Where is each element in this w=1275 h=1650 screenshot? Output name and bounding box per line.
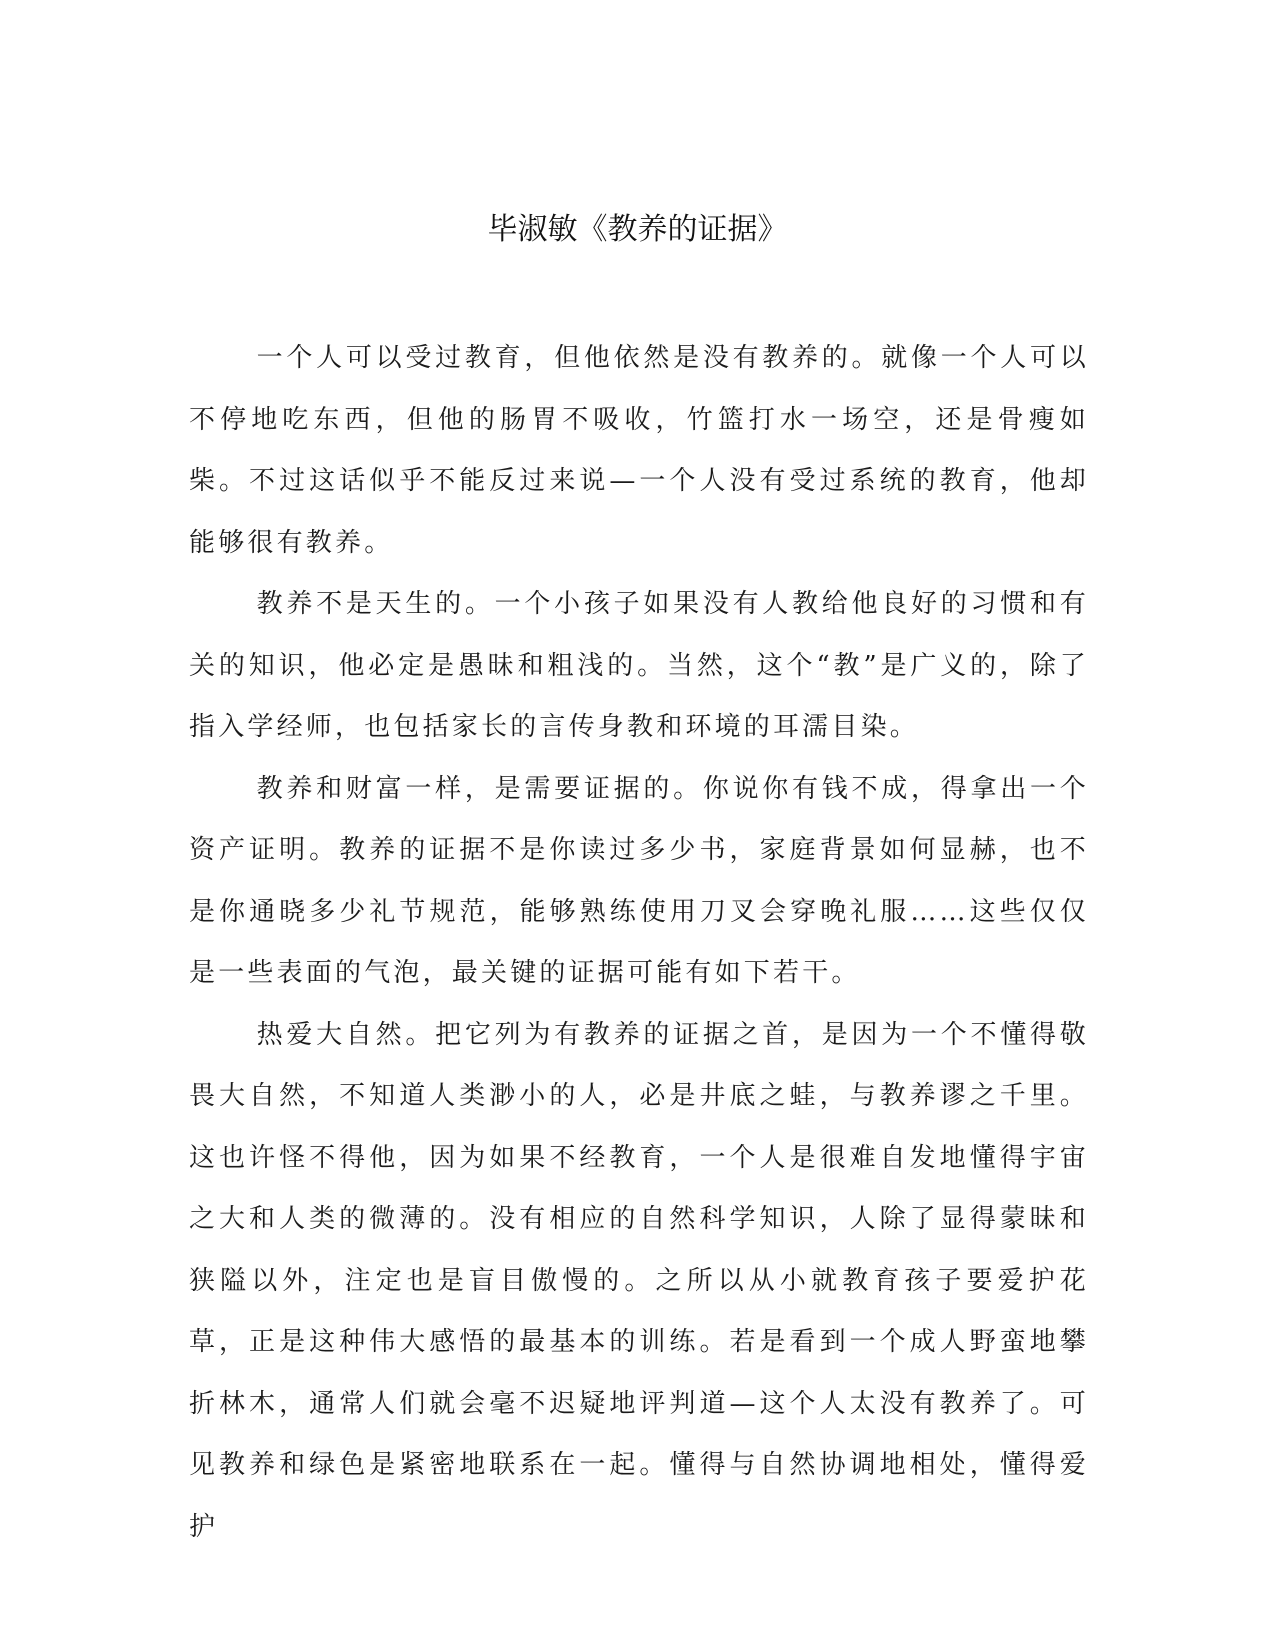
paragraph-4: 热爱大自然。把它列为有教养的证据之首，是因为一个不懂得敬畏大自然，不知道人类渺小的人，必是井底之蛙，与教养谬之千里。这也许怪不得他，因为如果不经教育，一个人是很难自发地懂得宇宙之大和人类的微薄的。没有相应的自然科学知识，人除了显得蒙昧和狭隘以外，注定也是盲目傲慢的。之所以从小就教育孩子要爱护花草，正是这种伟大感悟的最基本的训练。若是看到一个成人野蛮地攀折林木，通常人们就会毫不迟疑地评判道—这个人太没有教养了。可见教养和绿色是紧密地联系在一起。懂得与自然协调地相处，懂得爱护 xyxy=(189,1019,1089,1542)
paragraph-1: 一个人可以受过教育，但他依然是没有教养的。就像一个人可以不停地吃东西，但他的肠胃不吸收，竹篮打水一场空，还是骨瘦如柴。不过这话似乎不能反过来说—一个人没有受过系统的教育，他却能够很有教养。 xyxy=(189,343,1089,558)
paragraph-3: 教养和财富一样，是需要证据的。你说你有钱不成，得拿出一个资产证明。教养的证据不是你读过多少书，家庭背景如何显赫，也不是你通晓多少礼节规范，能够熟练使用刀叉会穿晚礼服……这些仅仅是一些表面的气泡，最关键的证据可能有如下若干。 xyxy=(189,773,1089,988)
document-body xyxy=(189,328,1089,1558)
paragraph-2: 教养不是天生的。一个小孩子如果没有人教给他良好的习惯和有关的知识，他必定是愚昧和粗浅的。当然，这个“教”是广义的，除了指入学经师，也包括家长的言传身教和环境的耳濡目染。 xyxy=(189,589,1089,742)
document-title: 毕淑敏《教养的证据》 xyxy=(487,212,788,247)
